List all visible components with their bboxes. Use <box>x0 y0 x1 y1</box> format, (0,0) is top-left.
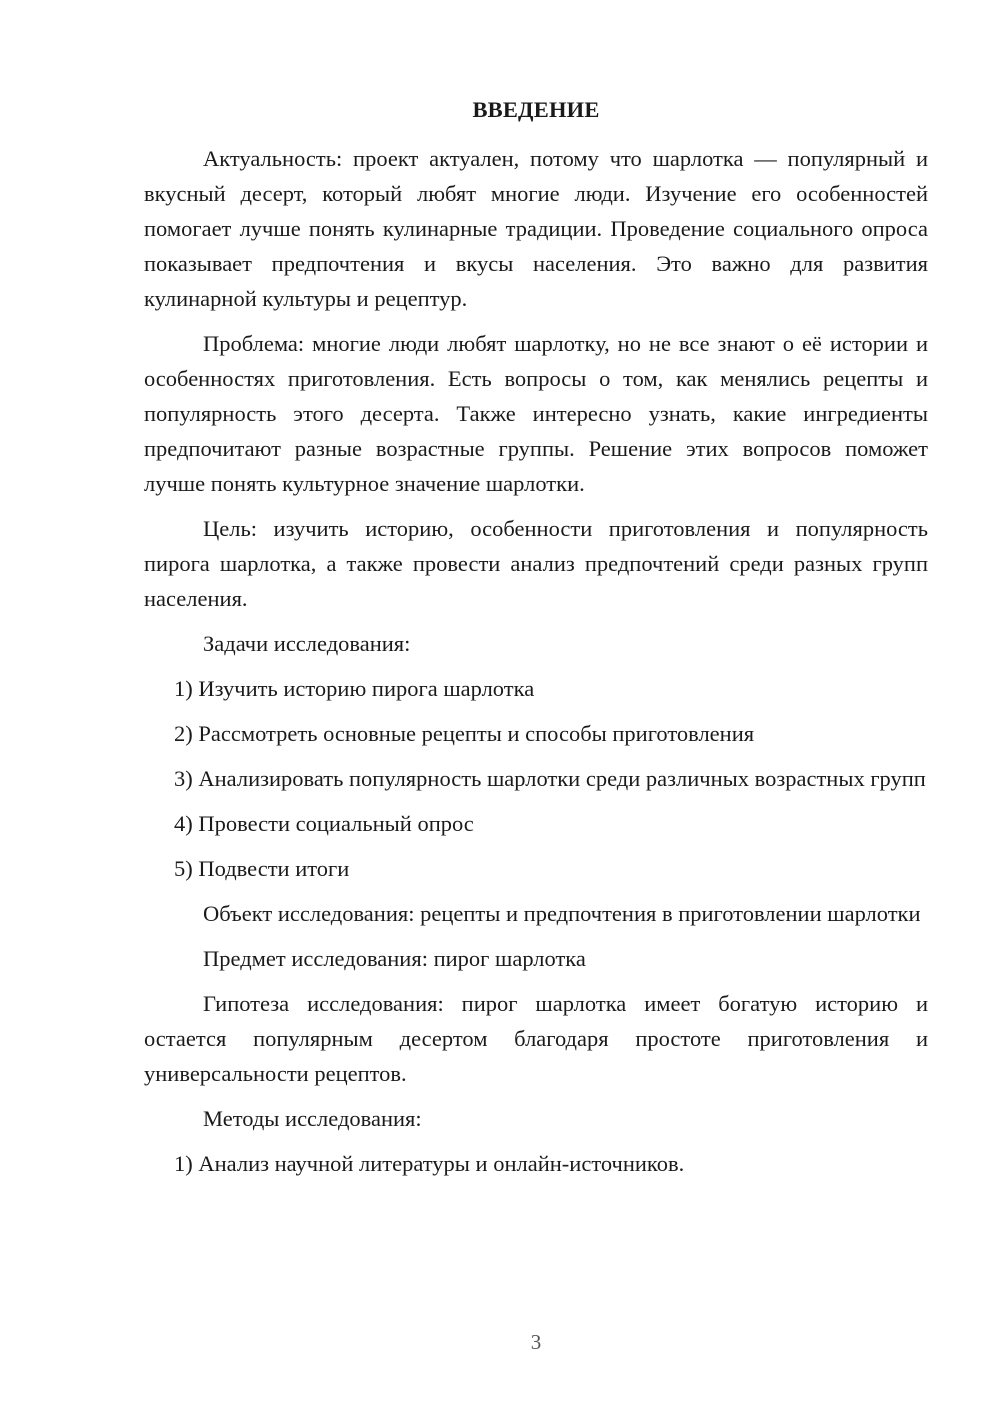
relevance-paragraph: Актуальность: проект актуален, потому что шарлотка — популярный и вкусный десерт, который любят многие люди. Изучение его особенностей помогает лучше понять кулинарные традиции. Проведение социального опроса показывает предпочтения и вкусы населения. Это важно для развития кулинарной культуры и рецептур. <box>144 146 928 311</box>
problem-paragraph: Проблема: многие люди любят шарлотку, но не все знают о её истории и особенностях приготовления. Есть вопросы о том, как менялись рецепты и популярность этого десерта. Также интересно узнать, какие ингредиенты предпочитают разные возрастные группы. Решение этих вопросов поможет лучше понять культурное значение шарлотки. <box>144 331 928 496</box>
object-paragraph: Объект исследования: рецепты и предпочтения в приготовлении шарлотки <box>203 901 921 926</box>
document-page <box>144 92 928 1191</box>
section-title: ВВЕДЕНИЕ <box>472 97 600 122</box>
task-item-4: 4) Провести социальный опрос <box>174 811 474 836</box>
tasks-heading: Задачи исследования: <box>203 631 411 656</box>
page-number: 3 <box>530 1330 542 1354</box>
subject-paragraph: Предмет исследования: пирог шарлотка <box>203 946 586 971</box>
task-item-1: 1) Изучить историю пирога шарлотка <box>174 676 535 701</box>
task-item-3: 3) Анализировать популярность шарлотки среди различных возрастных групп <box>174 766 926 791</box>
task-item-5: 5) Подвести итоги <box>174 856 350 881</box>
goal-paragraph: Цель: изучить историю, особенности приготовления и популярность пирога шарлотка, а также провести анализ предпочтений среди разных групп населения. <box>144 516 928 611</box>
methods-heading: Методы исследования: <box>203 1106 422 1131</box>
task-item-2: 2) Рассмотреть основные рецепты и способы приготовления <box>174 721 755 746</box>
hypothesis-paragraph: Гипотеза исследования: пирог шарлотка имеет богатую историю и остается популярным десертом благодаря простоте приготовления и универсальности рецептов. <box>144 991 928 1086</box>
method-item-1: 1) Анализ научной литературы и онлайн-источников. <box>174 1151 685 1176</box>
